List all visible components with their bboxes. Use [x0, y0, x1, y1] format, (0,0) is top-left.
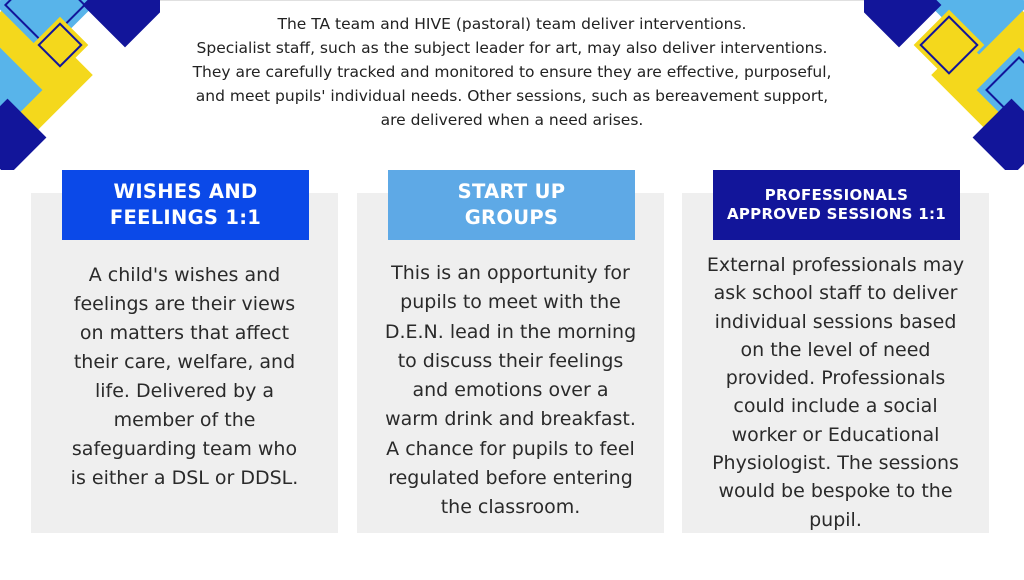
- card-body-line: worker or Educational: [731, 423, 940, 446]
- intro-line: are delivered when a need arises.: [380, 111, 644, 129]
- professionals-approved-body: [702, 251, 969, 534]
- card-body-line: provided. Professionals: [725, 367, 946, 390]
- start-up-groups-body: [377, 259, 644, 523]
- card-title-line: PROFESSIONALS: [764, 186, 909, 204]
- card-body-line: individual sessions based: [714, 310, 957, 333]
- card-title-line: GROUPS: [464, 206, 559, 229]
- card-body-line: pupil.: [809, 508, 862, 531]
- intro-line: Specialist staff, such as the subject leader for art, may also deliver interventions.: [196, 39, 828, 57]
- wishes-feelings-header: [62, 170, 309, 240]
- wishes-feelings-card: [31, 180, 338, 533]
- card-title-line: APPROVED SESSIONS 1:1: [726, 205, 947, 223]
- card-body-line: pupils to meet with the: [400, 291, 621, 314]
- start-up-groups-header: [388, 170, 635, 240]
- card-body-line: would be bespoke to the: [718, 480, 953, 503]
- card-body-line: safeguarding team who: [71, 438, 298, 460]
- card-body-line: feelings are their views: [73, 293, 296, 315]
- card-body-line: and emotions over a: [412, 379, 609, 402]
- card-body-line: to discuss their feelings: [397, 349, 624, 372]
- professionals-approved-header: [713, 170, 960, 240]
- card-body-line: regulated before entering: [388, 467, 633, 490]
- card-body-line: ask school staff to deliver: [713, 282, 958, 305]
- decor-corner-right: [864, 0, 1024, 170]
- intro-line: The TA team and HIVE (pastoral) team deliver interventions.: [277, 15, 747, 33]
- card-body-line: on the level of need: [740, 338, 931, 361]
- card-body-line: A child's wishes and: [88, 264, 281, 286]
- decor-corner-left: [0, 0, 160, 170]
- card-body-line: External professionals may: [706, 254, 965, 276]
- card-body-line: on matters that affect: [79, 322, 290, 344]
- start-up-groups-card: [357, 180, 664, 533]
- professionals-approved-card: [682, 186, 989, 533]
- wishes-feelings-body: [51, 261, 318, 493]
- intro-line: They are carefully tracked and monitored to ensure they are effective, purposeful,: [192, 63, 832, 81]
- intro-line: and meet pupils' individual needs. Other sessions, such as bereavement support,: [195, 87, 829, 105]
- card-body-line: life. Delivered by a: [95, 380, 274, 402]
- card-body-line: This is an opportunity for: [391, 262, 630, 284]
- card-body-line: member of the: [113, 409, 256, 431]
- card-body-line: could include a social: [733, 395, 938, 418]
- card-title-line: FEELINGS 1:1: [109, 206, 262, 229]
- card-title-line: START UP: [457, 180, 566, 203]
- intro-paragraph: [170, 12, 854, 132]
- card-body-line: the classroom.: [440, 496, 581, 519]
- card-body-line: D.E.N. lead in the morning: [384, 320, 637, 343]
- card-title-line: WISHES AND: [113, 180, 258, 203]
- card-body-line: Physiologist. The sessions: [712, 452, 959, 475]
- card-body-line: is either a DSL or DDSL.: [70, 467, 299, 489]
- card-body-line: A chance for pupils to feel: [386, 437, 635, 460]
- card-body-line: their care, welfare, and: [73, 351, 296, 373]
- card-body-line: warm drink and breakfast.: [385, 408, 636, 431]
